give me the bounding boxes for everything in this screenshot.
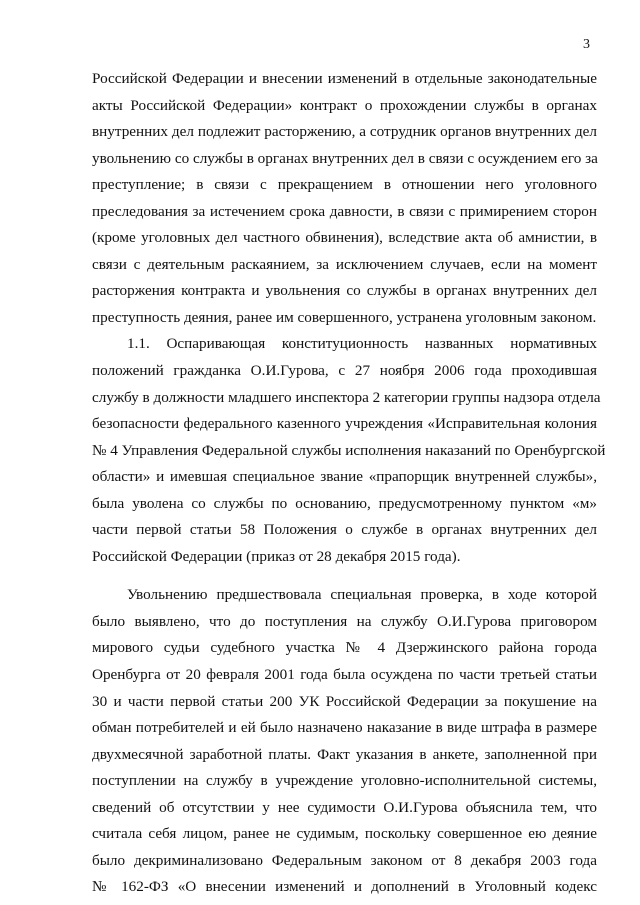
text-line: была уволена со службы по основанию, предусмотренному пунктом «м»	[92, 494, 597, 512]
text-line: мирового судьи судебного участка № 4 Дзержинского района города	[92, 639, 597, 657]
text-line: преступление; в связи с прекращением в отношении него уголовного	[92, 176, 597, 194]
text-line: Увольнению предшествовала специальная проверка, в ходе которой	[127, 586, 597, 604]
text-line: Оренбурга от 20 февраля 2001 года была осуждена по части третьей статьи	[92, 666, 597, 684]
text-line: (кроме уголовных дел частного обвинения), вследствие акта об амнистии, в	[92, 229, 597, 247]
text-line: обман потребителей и ей было назначено наказание в виде штрафа в размере	[92, 719, 597, 737]
paragraph-3	[92, 582, 597, 901]
text-line: расторжения контракта и увольнения со службы в органах внутренних дел	[92, 282, 597, 300]
paragraph-1	[92, 66, 597, 331]
text-line: считала себя лицом, ранее не судимым, поскольку совершенное ею деяние	[92, 825, 597, 843]
paragraph-gap	[92, 570, 597, 582]
text-line: преследования за истечением срока давности, в связи с примирением сторон	[92, 202, 597, 220]
text-line: № 4 Управления Федеральной службы исполнения наказаний по Оренбургской	[92, 441, 606, 459]
text-line: службу в должности младшего инспектора 2 категории группы надзора отдела	[92, 388, 601, 406]
text-line: сведений об отсутствии у нее судимости О.И.Гурова объяснила тем, что	[92, 798, 597, 816]
text-line: увольнению со службы в органах внутренних дел в связи с осуждением его за	[92, 149, 598, 167]
text-line: Российской Федерации (приказ от 28 декабря 2015 года).	[92, 547, 461, 565]
page-number: 3	[583, 37, 590, 52]
text-line: безопасности федерального казенного учреждения «Исправительная колония	[92, 415, 597, 433]
text-line: преступность деяния, ранее им совершенного, устранена уголовным законом.	[92, 308, 597, 326]
text-line: 1.1. Оспаривающая конституционность названных нормативных	[127, 335, 597, 353]
text-line: связи с деятельным раскаянием, за исключением случаев, если на момент	[92, 255, 597, 273]
text-line: было декриминализовано Федеральным законом от 8 декабря 2003 года	[92, 851, 597, 869]
text-line: области» и имевшая специальное звание «прапорщик внутренней службы»,	[92, 468, 597, 486]
text-line: 30 и части первой статьи 200 УК Российской Федерации за покушение на	[92, 692, 597, 710]
text-line: Российской Федерации и внесении изменений в отдельные законодательные	[92, 70, 597, 87]
text-line: внутренних дел подлежит расторжению, а сотрудник органов внутренних дел	[92, 123, 597, 141]
text-line: части первой статьи 58 Положения о службе в органах внутренних дел	[92, 521, 597, 539]
text-line: поступлении на службу в учреждение уголовно-исполнительной системы,	[92, 772, 597, 790]
text-line: положений гражданка О.И.Гурова, с 27 ноября 2006 года проходившая	[92, 362, 597, 380]
paragraph-2	[92, 331, 606, 570]
document-body	[92, 66, 606, 901]
text-line: двухмесячной заработной платы. Факт указания в анкете, заполненной при	[92, 745, 597, 763]
text-line: № 162-ФЗ «О внесении изменений и дополнений в Уголовный кодекс	[92, 878, 597, 896]
text-line: было выявлено, что до поступления на службу О.И.Гурова приговором	[92, 612, 597, 630]
text-line: акты Российской Федерации» контракт о прохождении службы в органах	[92, 96, 597, 114]
